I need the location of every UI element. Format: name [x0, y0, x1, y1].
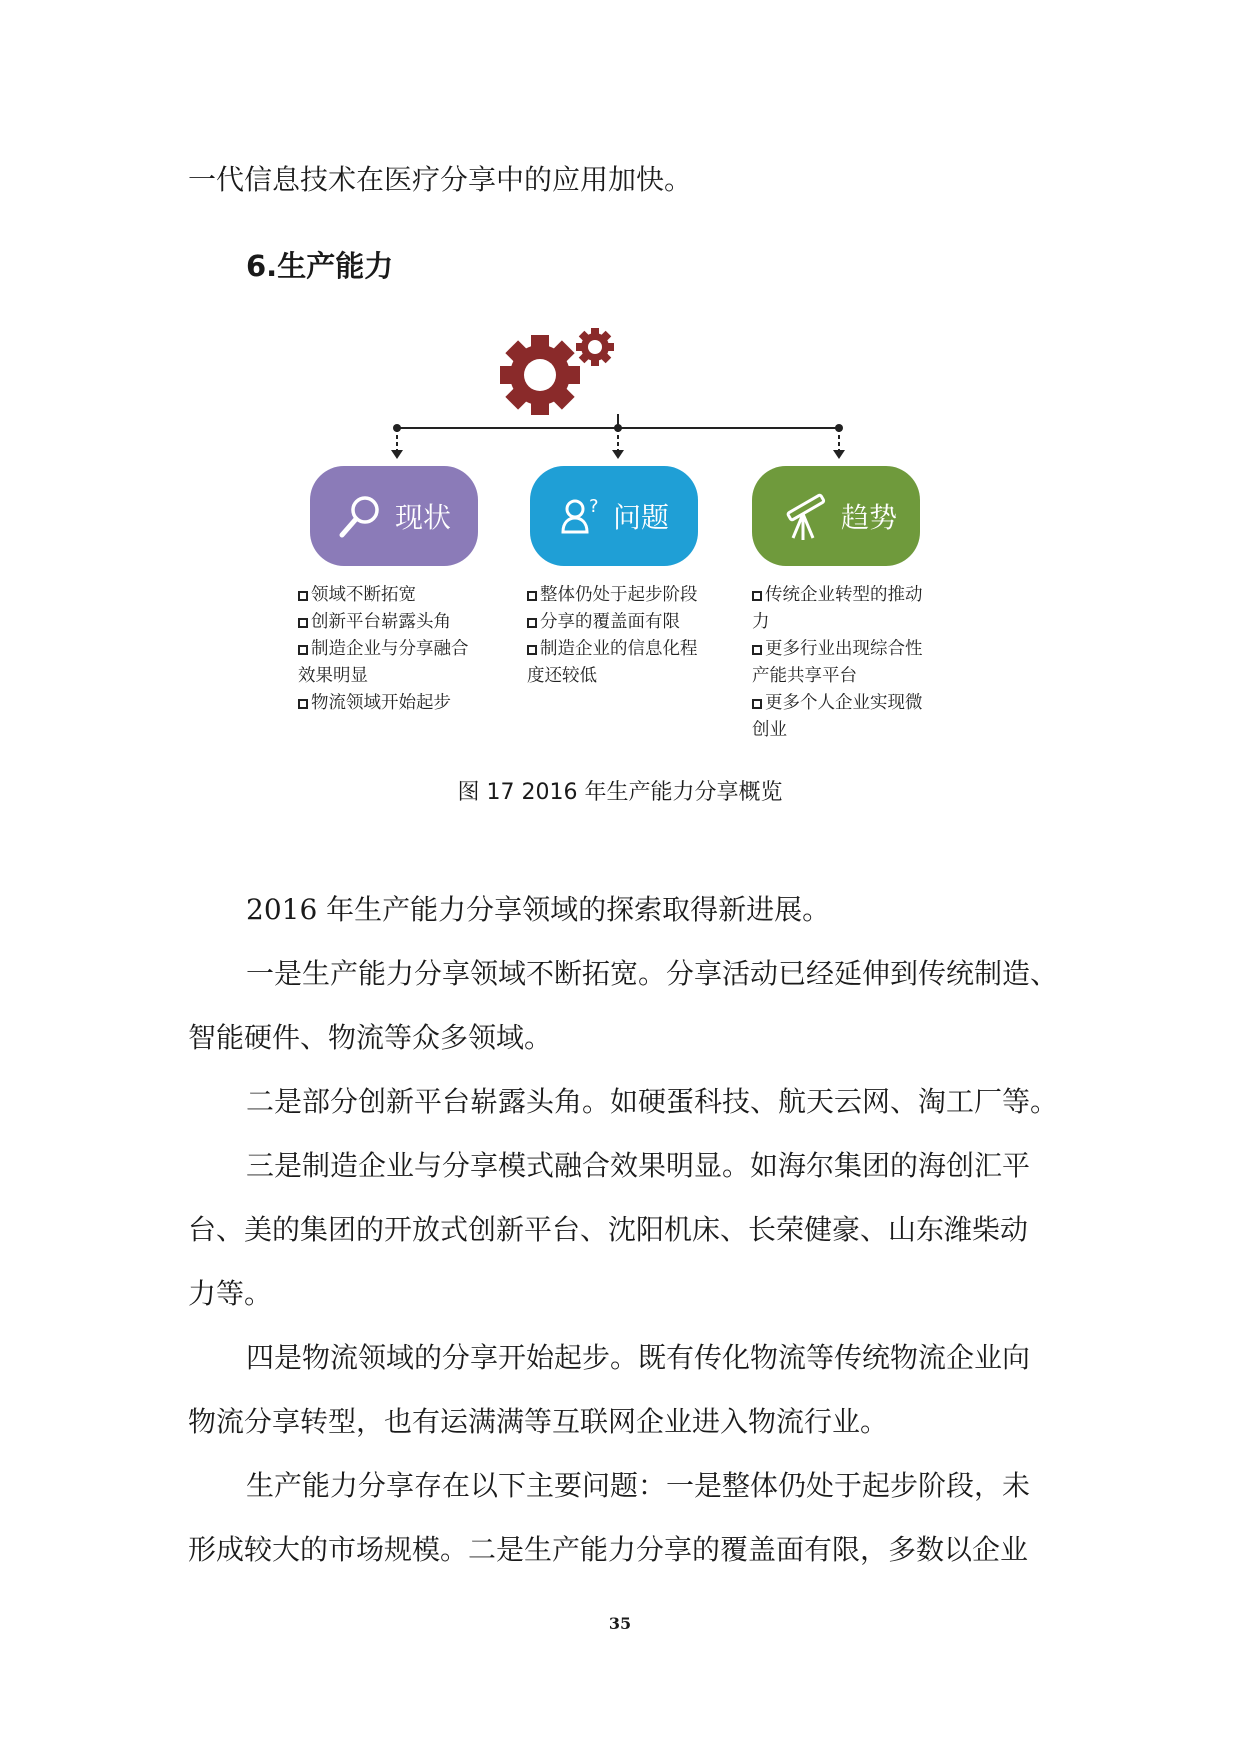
person-question-icon — [559, 494, 603, 538]
list-item: 制造企业与分享融合 效果明显 — [298, 639, 469, 686]
magnifier-icon — [337, 492, 385, 540]
issues-box — [530, 466, 698, 566]
large-gear-icon — [500, 335, 580, 415]
list-item: 整体仍处于起步阶段 — [527, 582, 727, 609]
section-heading: 6.生产能力 — [246, 249, 394, 283]
telescope-icon — [775, 488, 831, 544]
figure-diagram — [290, 320, 950, 740]
svg-text:?: ? — [588, 496, 599, 517]
body-line: 力等。 — [188, 1277, 273, 1310]
issues-list — [527, 582, 727, 690]
trends-list — [752, 582, 952, 744]
status-box-label: 现状 — [394, 501, 451, 534]
status-box — [310, 466, 478, 566]
body-line: 生产能力分享存在以下主要问题：一是整体仍处于起步阶段，未 — [246, 1469, 1031, 1502]
list-item: 更多行业出现综合性 产能共享平台 — [752, 639, 923, 686]
list-item: 创新平台崭露头角 — [298, 609, 498, 636]
body-line: 智能硬件、物流等众多领域。 — [188, 1021, 553, 1054]
body-line: 二是部分创新平台崭露头角。如硬蛋科技、航天云网、淘工厂等。 — [246, 1085, 1059, 1118]
body-line: 2016 年生产能力分享领域的探索取得新进展。 — [246, 893, 831, 926]
small-gear-icon — [576, 328, 614, 366]
list-item: 物流领域开始起步 — [298, 690, 498, 717]
body-line: 形成较大的市场规模。二是生产能力分享的覆盖面有限，多数以企业 — [188, 1533, 1029, 1566]
body-line: 一是生产能力分享领域不断拓宽。分享活动已经延伸到传统制造、 — [246, 957, 1059, 990]
list-item: 更多个人企业实现微 创业 — [752, 693, 923, 740]
body-line: 台、美的集团的开放式创新平台、沈阳机床、长荣健豪、山东潍柴动 — [188, 1213, 1029, 1246]
trends-box — [752, 466, 920, 566]
list-item: 分享的覆盖面有限 — [527, 609, 727, 636]
body-line: 四是物流领域的分享开始起步。既有传化物流等传统物流企业向 — [246, 1341, 1031, 1374]
page-number: 35 — [608, 1614, 632, 1633]
list-item: 制造企业的信息化程 度还较低 — [527, 639, 698, 686]
intro-line: 一代信息技术在医疗分享中的应用加快。 — [188, 163, 693, 196]
body-line: 物流分享转型，也有运满满等互联网企业进入物流行业。 — [188, 1405, 889, 1438]
connector-svg — [290, 320, 950, 460]
status-list — [298, 582, 498, 717]
list-item: 传统企业转型的推动 力 — [752, 585, 923, 632]
list-item: 领域不断拓宽 — [298, 582, 498, 609]
issues-box-label: 问题 — [612, 501, 669, 534]
figure-caption: 图 17 2016 年生产能力分享概览 — [457, 780, 783, 805]
trends-box-label: 趋势 — [840, 501, 897, 534]
body-line: 三是制造企业与分享模式融合效果明显。如海尔集团的海创汇平 — [246, 1149, 1031, 1182]
